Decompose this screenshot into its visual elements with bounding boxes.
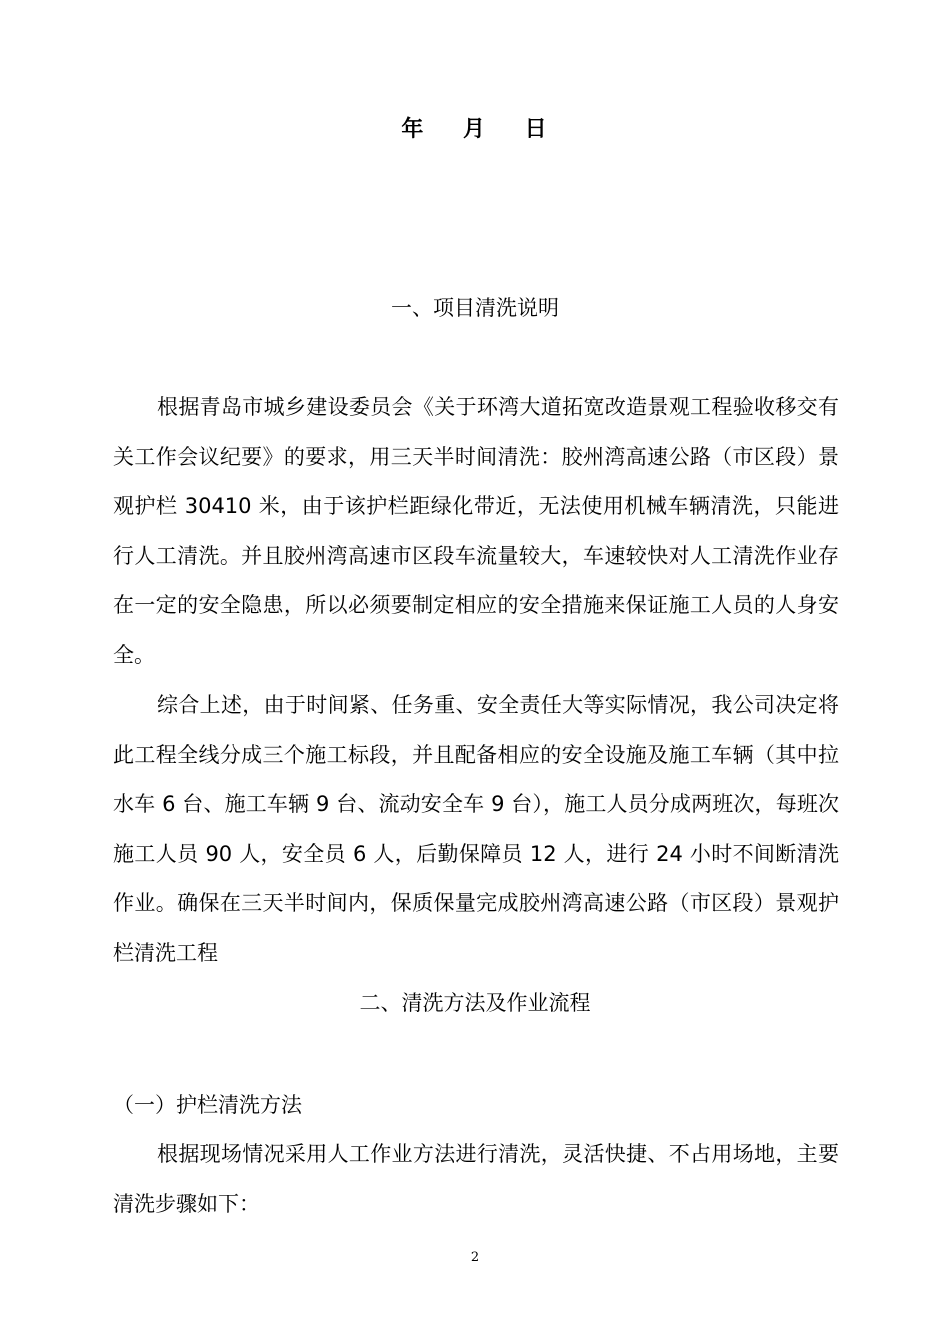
section-2-subheading: （一）护栏清洗方法 [113, 1093, 302, 1117]
section-2-heading: 二、清洗方法及作业流程 [359, 991, 591, 1015]
page-number: 2 [470, 1250, 480, 1265]
date-line: 年 月 日 [401, 117, 549, 142]
section-1-paragraph-1: 根据青岛市城乡建设委员会《关于环湾大道拓宽改造景观工程验收移交有关工作会议纪要》的要求，用三天半时间清洗：胶州湾高速公路（市区段）景观护栏 30410 米，由于该护栏距绿化带近，无法使用机械车辆清洗，只能进行人工清洗。并且胶州湾高速市区段车流量较大，车速较快对人工清洗作业存在一定的安全隐患，所以必须要制定相应的安全措施来保证施工人员的人身安全。 [113, 395, 839, 667]
section-1-heading: 一、项目清洗说明 [391, 296, 559, 320]
section-1-paragraph-2: 综合上述，由于时间紧、任务重、安全责任大等实际情况，我公司决定将此工程全线分成三个施工标段，并且配备相应的安全设施及施工车辆（其中拉水车 6 台、施工车辆 9 台、流动安全车 9 台），施工人员分成两班次，每班次施工人员 90 人，安全员 6 人，后勤保障员 12 人，进行 24 小时不间断清洗作业。确保在三天半时间内，保质保量完成胶州湾高速公路（市区段）景观护栏清洗工程 [113, 693, 839, 965]
section-2-paragraph: 根据现场情况采用人工作业方法进行清洗，灵活快捷、不占用场地，主要清洗步骤如下： [113, 1142, 839, 1216]
